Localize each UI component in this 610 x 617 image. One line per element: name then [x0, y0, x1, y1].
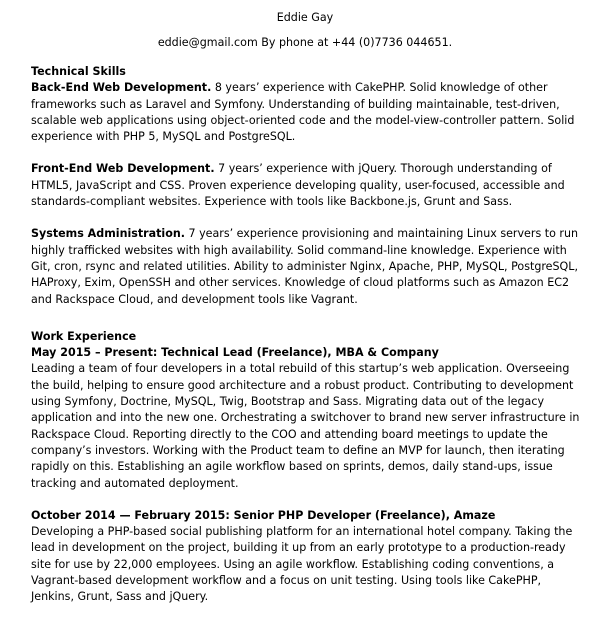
- job-amaze-body: Developing a PHP-based social publishing platform for an international hotel company. Taking the lead in development on the project, building it up from an early prototype to a production-ready site for use by 22,000 employees. Using an agile workflow. Establishing coding conventions, a Vagrant-based development workflow and a focus on unit testing. Using tools like CakePHP, Jenkins, Grunt, Sass and jQuery.: [31, 525, 573, 604]
- contact-info: eddie@gmail.com By phone at +44 (0)7736 044651.: [157, 36, 453, 49]
- work-experience-section: [31, 329, 586, 606]
- skill-backend: [31, 80, 586, 145]
- skill-frontend-heading: Front-End Web Development.: [31, 162, 215, 176]
- skill-sysadmin: [31, 226, 586, 307]
- skill-sysadmin-heading: Systems Administration.: [31, 227, 185, 241]
- skill-backend-heading: Back-End Web Development.: [31, 81, 212, 95]
- skill-sysadmin-body: 7 years’ experience provisioning and maintaining Linux servers to run highly trafficked websites with high availability. Solid command-line knowledge. Experience with Git, cron, rsync and related utilities. Ability to administer Nginx, Apache, PHP, MySQL, PostgreSQL, HAProxy, Exim, OpenSSH and other services. Knowledge of cloud platforms such as Amazon EC2 and Rackspace Cloud, and development tools like Vagrant.: [31, 227, 579, 306]
- resume-content: [31, 64, 586, 606]
- skill-frontend-body: 7 years’ experience with jQuery. Thorough understanding of HTML5, JavaScript and CSS. Proven experience developing quality, user-focused, accessible and standards-compliant websites. Experience with tools like Backbone.js, Grunt and Sass.: [31, 162, 565, 209]
- job-mba-body: Leading a team of four developers in a total rebuild of this startup’s web application. Overseeing the build, helping to ensure good architecture and a robust product. Contributing to development using Symfony, Doctrine, MySQL, Twig, Bootstrap and Sass. Migrating data out of the legacy application and into the new one. Orchestrating a switchover to brand new server infrastructure in Rackspace Cloud. Reporting directly to the COO and attending board meetings to update the company’s investors. Working with the Product team to define an MVP for launch, then iterating rapidly on this. Establishing an agile workflow based on sprints, demos, daily stand-ups, issue tracking and automated deployment.: [31, 362, 580, 490]
- job-amaze-heading: October 2014 — February 2015: Senior PHP Developer (Freelance), Amaze: [31, 508, 496, 522]
- skill-backend-body: 8 years’ experience with CakePHP. Solid knowledge of other frameworks such as Laravel and Symfony. Understanding of building maintainable, test-driven, scalable web applications using object-oriented code and the model-view-controller pattern. Solid experience with PHP 5, MySQL and PostgreSQL.: [31, 81, 575, 144]
- candidate-name: Eddie Gay: [276, 11, 334, 24]
- job-mba: [31, 345, 586, 492]
- work-experience-title: Work Experience: [31, 329, 137, 343]
- job-mba-heading: May 2015 – Present: Technical Lead (Freelance), MBA & Company: [31, 346, 439, 360]
- technical-skills-title: Technical Skills: [31, 65, 126, 78]
- job-amaze: [31, 508, 586, 606]
- skill-frontend: [31, 161, 586, 210]
